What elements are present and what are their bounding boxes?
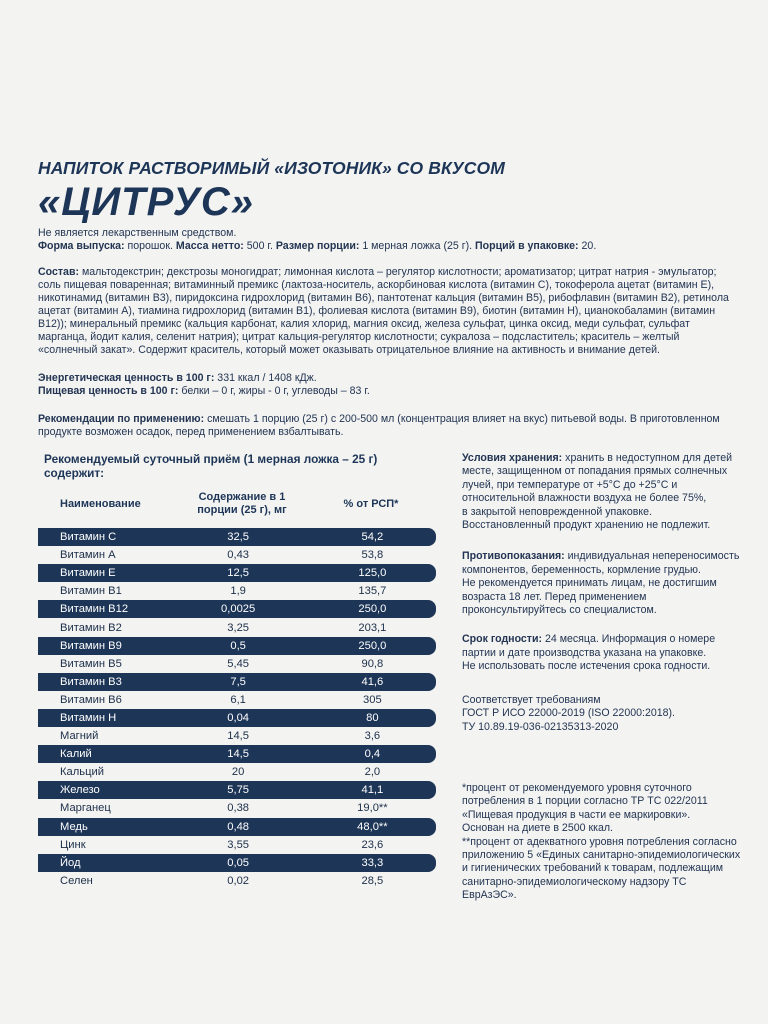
nutrient-name-cell: Медь (60, 820, 88, 833)
nutrient-name-cell: Витамин В6 (60, 693, 122, 706)
footnote-line: и гигиенических требований к товарам, подлежащим (462, 862, 724, 875)
product-subtitle: НАПИТОК РАСТВОРИМЫЙ «ИЗОТОНИК» СО ВКУСОМ (38, 158, 505, 178)
energy-line (38, 372, 738, 385)
table-row (38, 854, 436, 872)
nutrient-percent-cell: 250,0 (358, 639, 387, 652)
table-row (38, 528, 436, 546)
nutrient-amount-cell: 0,5 (230, 639, 246, 652)
nutrient-name-cell: Витамин В3 (60, 675, 122, 688)
composition-text (38, 266, 738, 357)
nutrient-percent-cell: 135,7 (358, 585, 387, 598)
storage-line: относительной влажности воздуха не более 75%, (462, 492, 707, 505)
usage-text (38, 413, 738, 439)
nutrient-amount-cell: 12,5 (227, 567, 250, 580)
nutrient-amount-cell: 5,45 (227, 657, 250, 670)
nutrient-percent-cell: 125,0 (358, 567, 387, 580)
nutrient-percent-cell: 48,0** (357, 820, 388, 833)
header-amount (178, 491, 306, 517)
shelf-line: 24 месяца. Информация о номере (542, 633, 716, 646)
table-row (38, 872, 436, 890)
table-row (38, 582, 436, 600)
header-amount-line1: Содержание в 1 (198, 491, 286, 503)
nutrient-name-cell: Калий (60, 748, 92, 761)
shelf-line: партии и дате производства указана на упаковке. (462, 646, 707, 659)
table-caption: Рекомендуемый суточный приём (1 мерная ложка – 25 г) содержит: (44, 452, 378, 480)
storage-line: лучей, при температуре от +5°С до +25°С и (462, 478, 678, 491)
storage-line: месте, защищенном от попадания прямых солнечных (462, 465, 728, 478)
table-body (38, 528, 436, 890)
table-row (38, 836, 436, 854)
nutrient-name-cell: Магний (60, 730, 99, 743)
shelf-label: Срок годности: (462, 633, 543, 646)
count-label: Порций в упаковке: (475, 240, 579, 252)
storage-line: Восстановленный продукт хранению не подлежит. (462, 519, 711, 532)
contra-line: Не рекомендуется принимать лицам, не достигшим (462, 577, 717, 590)
storage-line: в закрытой неповрежденной упаковке. (462, 505, 653, 518)
contra-line: компонентов, беременность, кормление грудью. (462, 563, 701, 576)
footnote-line: «Пищевая продукция в части ее маркировки». (462, 808, 691, 821)
nutrient-amount-cell: 0,04 (227, 711, 250, 724)
food-line (38, 385, 738, 398)
nutrient-percent-cell: 33,3 (361, 856, 384, 869)
storage-line: хранить в недоступном для детей (562, 452, 733, 464)
nutrient-table (38, 452, 436, 890)
nutrient-name-cell: Витамин Е (60, 567, 116, 580)
table-row (38, 727, 436, 745)
contra-label: Противопоказания: (462, 550, 565, 563)
nutrient-name-cell: Витамин В2 (60, 621, 122, 634)
header-percent: % от РСП* (343, 498, 399, 510)
nutrient-name-cell: Витамин В9 (60, 639, 122, 652)
nutrient-name-cell: Витамин В1 (60, 585, 122, 598)
energy-value: 331 ккал / 1408 кДж. (214, 372, 317, 384)
product-title: «ЦИТРУС» (38, 180, 254, 224)
intro-block (38, 227, 738, 253)
footnote-line: санитарно-эпидемиологическому надзору ТС ЕврАзЭС». (462, 875, 687, 902)
not-medicine-text: Не является лекарственным средством. (38, 227, 237, 239)
footnote-line: приложению 5 «Единых санитарно-эпидемиологических (462, 848, 741, 861)
nutrient-name-cell: Витамин Н (60, 711, 117, 724)
nutrient-name-cell: Витамин В12 (60, 603, 129, 616)
nutrient-amount-cell: 14,5 (227, 730, 250, 743)
usage-label: Рекомендации по применению: (38, 413, 205, 425)
count-value: 20. (578, 240, 597, 252)
footnote-line: потребления в 1 порции согласно ТР ТС 022/2011 (462, 795, 708, 808)
nutrient-name-cell: Железо (60, 784, 100, 797)
nutrient-percent-cell: 54,2 (361, 531, 384, 544)
table-row (38, 691, 436, 709)
table-row (38, 637, 436, 655)
nutrient-percent-cell: 2,0 (364, 766, 381, 779)
nutrient-amount-cell: 0,48 (227, 820, 250, 833)
nutrient-name-cell: Селен (60, 874, 93, 887)
nutrient-percent-cell: 250,0 (358, 603, 387, 616)
nutrient-amount-cell: 20 (231, 766, 245, 779)
nutrient-percent-cell: 53,8 (361, 549, 384, 562)
table-row (38, 799, 436, 817)
storage-block (462, 452, 742, 532)
contraindications-block (462, 550, 742, 617)
table-row (38, 781, 436, 799)
nutrient-name-cell: Йод (60, 856, 81, 869)
nutrient-percent-cell: 305 (363, 693, 382, 706)
table-row (38, 655, 436, 673)
nutrient-amount-cell: 0,05 (227, 856, 250, 869)
nutrient-amount-cell: 14,5 (227, 748, 250, 761)
nutrient-percent-cell: 41,6 (361, 675, 384, 688)
energy-label: Энергетическая ценность в 100 г: (38, 372, 215, 384)
standards-block (462, 694, 742, 734)
nutrient-amount-cell: 5,75 (227, 784, 250, 797)
nutrient-name-cell: Кальций (60, 766, 105, 779)
table-row (38, 546, 436, 564)
nutrient-amount-cell: 0,38 (227, 802, 250, 815)
nutrient-name-cell: Марганец (60, 802, 111, 815)
nutrient-amount-cell: 3,55 (227, 838, 250, 851)
nutrient-percent-cell: 28,5 (361, 874, 384, 887)
form-label: Форма выпуска: (38, 240, 125, 252)
table-row (38, 709, 436, 727)
table-row (38, 618, 436, 636)
mass-value: 500 г. (243, 240, 276, 252)
nutrient-amount-cell: 0,43 (227, 549, 250, 562)
nutrient-name-cell: Витамин В5 (60, 657, 122, 670)
footnote-line: *процент от рекомендуемого уровня суточного (462, 781, 692, 794)
nutrient-amount-cell: 7,5 (230, 675, 246, 688)
standards-line: ТУ 10.89.19-036-02135313-2020 (462, 720, 619, 733)
nutrient-percent-cell: 41,1 (361, 784, 384, 797)
storage-label: Условия хранения: (462, 452, 563, 464)
composition-value: мальтодекстрин; декстрозы моногидрат; лимонная кислота – регулятор кислотности; ароматизатор; цитрат натрия - эмульгатор; соль пищевая поваренная; витаминный премикс (лактоза-носитель, аскорбиновая кислота (витамин С), токоферола ацетат (витамин Е), никотинамид (витамин В3), пиридоксина гидрохлорид (витамин В6), пантотенат кальция (витамин В5), рибофлавин (витамин В2), ретинола ацетат (витамин А), тиамина гидрохлорид (витамин В1), фолиевая кислота (витамин В9), биотин (витамин Н), цианокобаламин (витамин В12)); минеральный премикс (кальция карбонат, калия хлорид, магния оксид, железа сульфат, цинка оксид, меди сульфат, сульфат марганца, йодит калия, селенит натрия); цитрат кальция-регулятор кислотности; сукралоза – подсластитель; краситель – желтый «солнечный закат». Содержит краситель, который может оказывать отрицательное влияние на активность и внимание детей. (38, 266, 729, 356)
usage-value: смешать 1 порцию (25 г) с 200-500 мл (концентрация влияет на вкус) питьевой воды. В приготовленном продукте возможен осадок, перед применением взбалтывать. (38, 413, 720, 438)
nutrition-block (38, 372, 738, 398)
nutrient-percent-cell: 23,6 (361, 838, 384, 851)
food-value: белки – 0 г, жиры - 0 г, углеводы – 83 г. (178, 385, 370, 397)
nutrient-amount-cell: 0,02 (227, 874, 250, 887)
right-column (462, 452, 742, 903)
composition-label: Состав: (38, 266, 79, 278)
table-row (38, 564, 436, 582)
nutrient-amount-cell: 6,1 (230, 693, 246, 706)
label-top-section (38, 158, 738, 439)
standards-line: ГОСТ Р ИСО 22000-2019 (ISO 22000:2018). (462, 707, 675, 720)
form-line (38, 240, 738, 253)
nutrient-amount-cell: 1,9 (230, 585, 246, 598)
nutrient-name-cell: Витамин А (60, 549, 116, 562)
footnotes-block (462, 782, 742, 903)
portion-label: Размер порции: (275, 240, 360, 252)
mass-label: Масса нетто: (175, 240, 244, 252)
table-row (38, 600, 436, 618)
nutrient-percent-cell: 90,8 (361, 657, 384, 670)
table-row (38, 673, 436, 691)
contra-line: возраста 18 лет. Перед применением (462, 590, 647, 603)
nutrient-percent-cell: 3,6 (364, 730, 381, 743)
footnote-line: Основан на диете в 2500 ккал. (462, 822, 613, 835)
shelf-life-block (462, 633, 742, 673)
contra-line: индивидуальная непереносимость (564, 550, 740, 563)
form-value: порошок. (124, 240, 176, 252)
nutrient-amount-cell: 32,5 (227, 531, 250, 544)
nutrient-percent-cell: 0,4 (364, 748, 381, 761)
contra-line: проконсультируйтесь со специалистом. (462, 604, 657, 617)
nutrient-amount-cell: 0,0025 (221, 603, 256, 616)
nutrient-amount-cell: 3,25 (227, 621, 250, 634)
nutrient-percent-cell: 80 (366, 711, 379, 724)
table-row (38, 763, 436, 781)
header-amount-line2: порции (25 г), мг (197, 504, 287, 516)
nutrient-percent-cell: 19,0** (357, 802, 388, 815)
table-row (38, 818, 436, 836)
header-name: Наименование (60, 498, 141, 510)
standards-line: Соответствует требованиям (462, 693, 601, 706)
portion-value: 1 мерная ложка (25 г). (359, 240, 476, 252)
nutrient-name-cell: Цинк (60, 838, 86, 851)
footnote-line: **процент от адекватного уровня потребления согласно (462, 835, 737, 848)
food-label: Пищевая ценность в 100 г: (38, 385, 179, 397)
table-header (38, 486, 436, 522)
table-row (38, 745, 436, 763)
nutrient-percent-cell: 203,1 (358, 621, 387, 634)
nutrient-name-cell: Витамин С (60, 531, 117, 544)
shelf-line: Не использовать после истечения срока годности. (462, 660, 711, 673)
